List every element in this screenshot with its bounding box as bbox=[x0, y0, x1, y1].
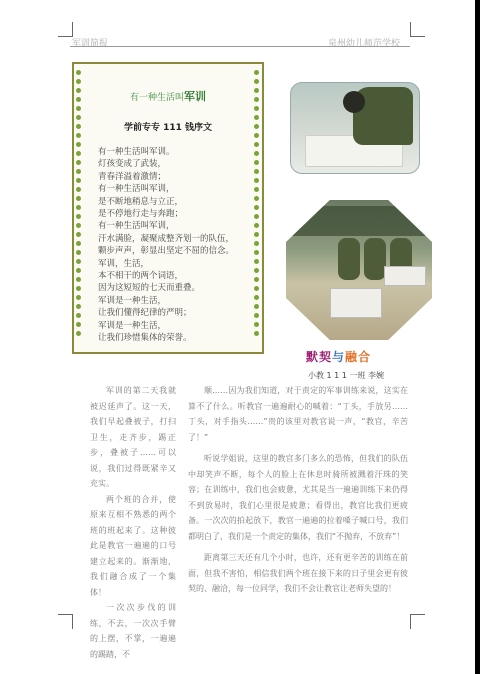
poem-line: 是不断地稍息与立正， bbox=[98, 196, 184, 207]
header-left: 军训简报 bbox=[72, 39, 109, 49]
essay-paragraph: 军训的第二天我就被迟延声了。这一天，我们早起叠被子，打扫卫生，走齐步，踢正步，叠被子……可以说，我们过得既紧辛又充实。 bbox=[90, 386, 176, 488]
poem-line: 青春洋溢着激情； bbox=[98, 171, 167, 182]
essay-title: 默契与融合 bbox=[306, 350, 372, 364]
poem-title-prefix: 有一种生活叫 bbox=[129, 93, 184, 103]
poem-line: 本不相干的两个词语， bbox=[98, 271, 184, 282]
poem-line: 军训是一种生活， bbox=[98, 295, 167, 306]
page-edge-bar bbox=[475, 0, 480, 674]
essay-paragraph: 顺……因为我们知道，对于责定的军事训练来说，这实在算不了什么。听教官一遍遍耐心的喊着：“丁头，手放另……丁头，对手指头……”贵的该里对教官说一声，“教官，辛苦了！” bbox=[188, 386, 408, 442]
essay-column-left bbox=[90, 383, 176, 662]
photo-folding-quilt bbox=[290, 82, 420, 174]
essay-column-right bbox=[188, 383, 408, 597]
poem-line: 颗步声声，彰显出坚定不屈的信念。 bbox=[98, 246, 235, 257]
poem-line: 有一种生活叫军训， bbox=[98, 184, 175, 195]
crop-mark-top-left bbox=[58, 22, 73, 37]
poem-line: 是不停地行走与奔跑； bbox=[98, 209, 184, 220]
essay-paragraph: 听说学姐说，这里的教官多门多么的恐怖，但我们的队伍中却笑声不断，每个人的脸上在休息时骑所被溅着汗珠的笑容；在训练中，我们也会疲惫，尤其是当一遍遍训练下来仍得不到放易时，我们心里很是疲惫；看得出，教官比我们更疲备。一次次的拍起放下，教官一遍遍的拉着嗓子喊口号，我们都明白了，我们是一个责定的集体，我们“不抛弃，不放弃”！ bbox=[188, 454, 408, 541]
poem-title bbox=[74, 88, 262, 104]
header-rule bbox=[70, 46, 410, 47]
poem-line: 汗水满脸，凝聚成整齐划一的队伍， bbox=[98, 233, 235, 244]
essay-paragraph: 两个班的合并，使原来互相不熟悉的两个班的班起来了。这种彼此是教官一遍遍的口号建立起来的。渐渐地，我们融合成了一个集体！ bbox=[90, 494, 176, 597]
poem-line: 军训是一种生活， bbox=[98, 320, 167, 331]
poem-line: 军训，生活， bbox=[98, 258, 150, 269]
header-right: 泉州幼儿师范学校 bbox=[328, 39, 401, 49]
poem-lines bbox=[98, 146, 258, 345]
poem-line: 让我们懂得纪律的严明； bbox=[98, 308, 192, 319]
poem-line: 因为这短短的七天而重叠。 bbox=[98, 283, 201, 294]
crop-mark-bottom-left bbox=[58, 614, 73, 629]
poem-line: 有一种生活叫军训。 bbox=[98, 147, 175, 157]
poem-line: 有一种生活叫军训， bbox=[98, 221, 175, 232]
poem-title-main: 军训 bbox=[184, 90, 206, 103]
photo-soldiers-training bbox=[286, 200, 432, 340]
crop-mark-top-right bbox=[410, 22, 425, 37]
poem-box bbox=[72, 62, 264, 354]
essay-paragraph: 距离第三天还有几个小时，也许，还有更辛苦的训练在前面，但我不害怕，相信我们两个班在接下来的日子里会更有彼契的、融洽，每一位同学，我们不会让教官让老师失望的！ bbox=[188, 553, 408, 593]
essay-author: 小教 1 1 1 一班 李婉 bbox=[308, 371, 384, 380]
poem-line: 灯孩变成了武装， bbox=[98, 159, 167, 170]
vine-border-left bbox=[76, 66, 82, 350]
essay-paragraph: 一次次步伐的训练，不去，一次次手臂的上摆，不掌，一遍遍的踢踏，不 bbox=[90, 603, 176, 659]
poem-author: 学前专专 111 钱序文 bbox=[123, 123, 213, 133]
poem-line: 让我们珍惜集体的荣誉。 bbox=[98, 333, 192, 344]
crop-mark-bottom-right bbox=[410, 614, 425, 629]
